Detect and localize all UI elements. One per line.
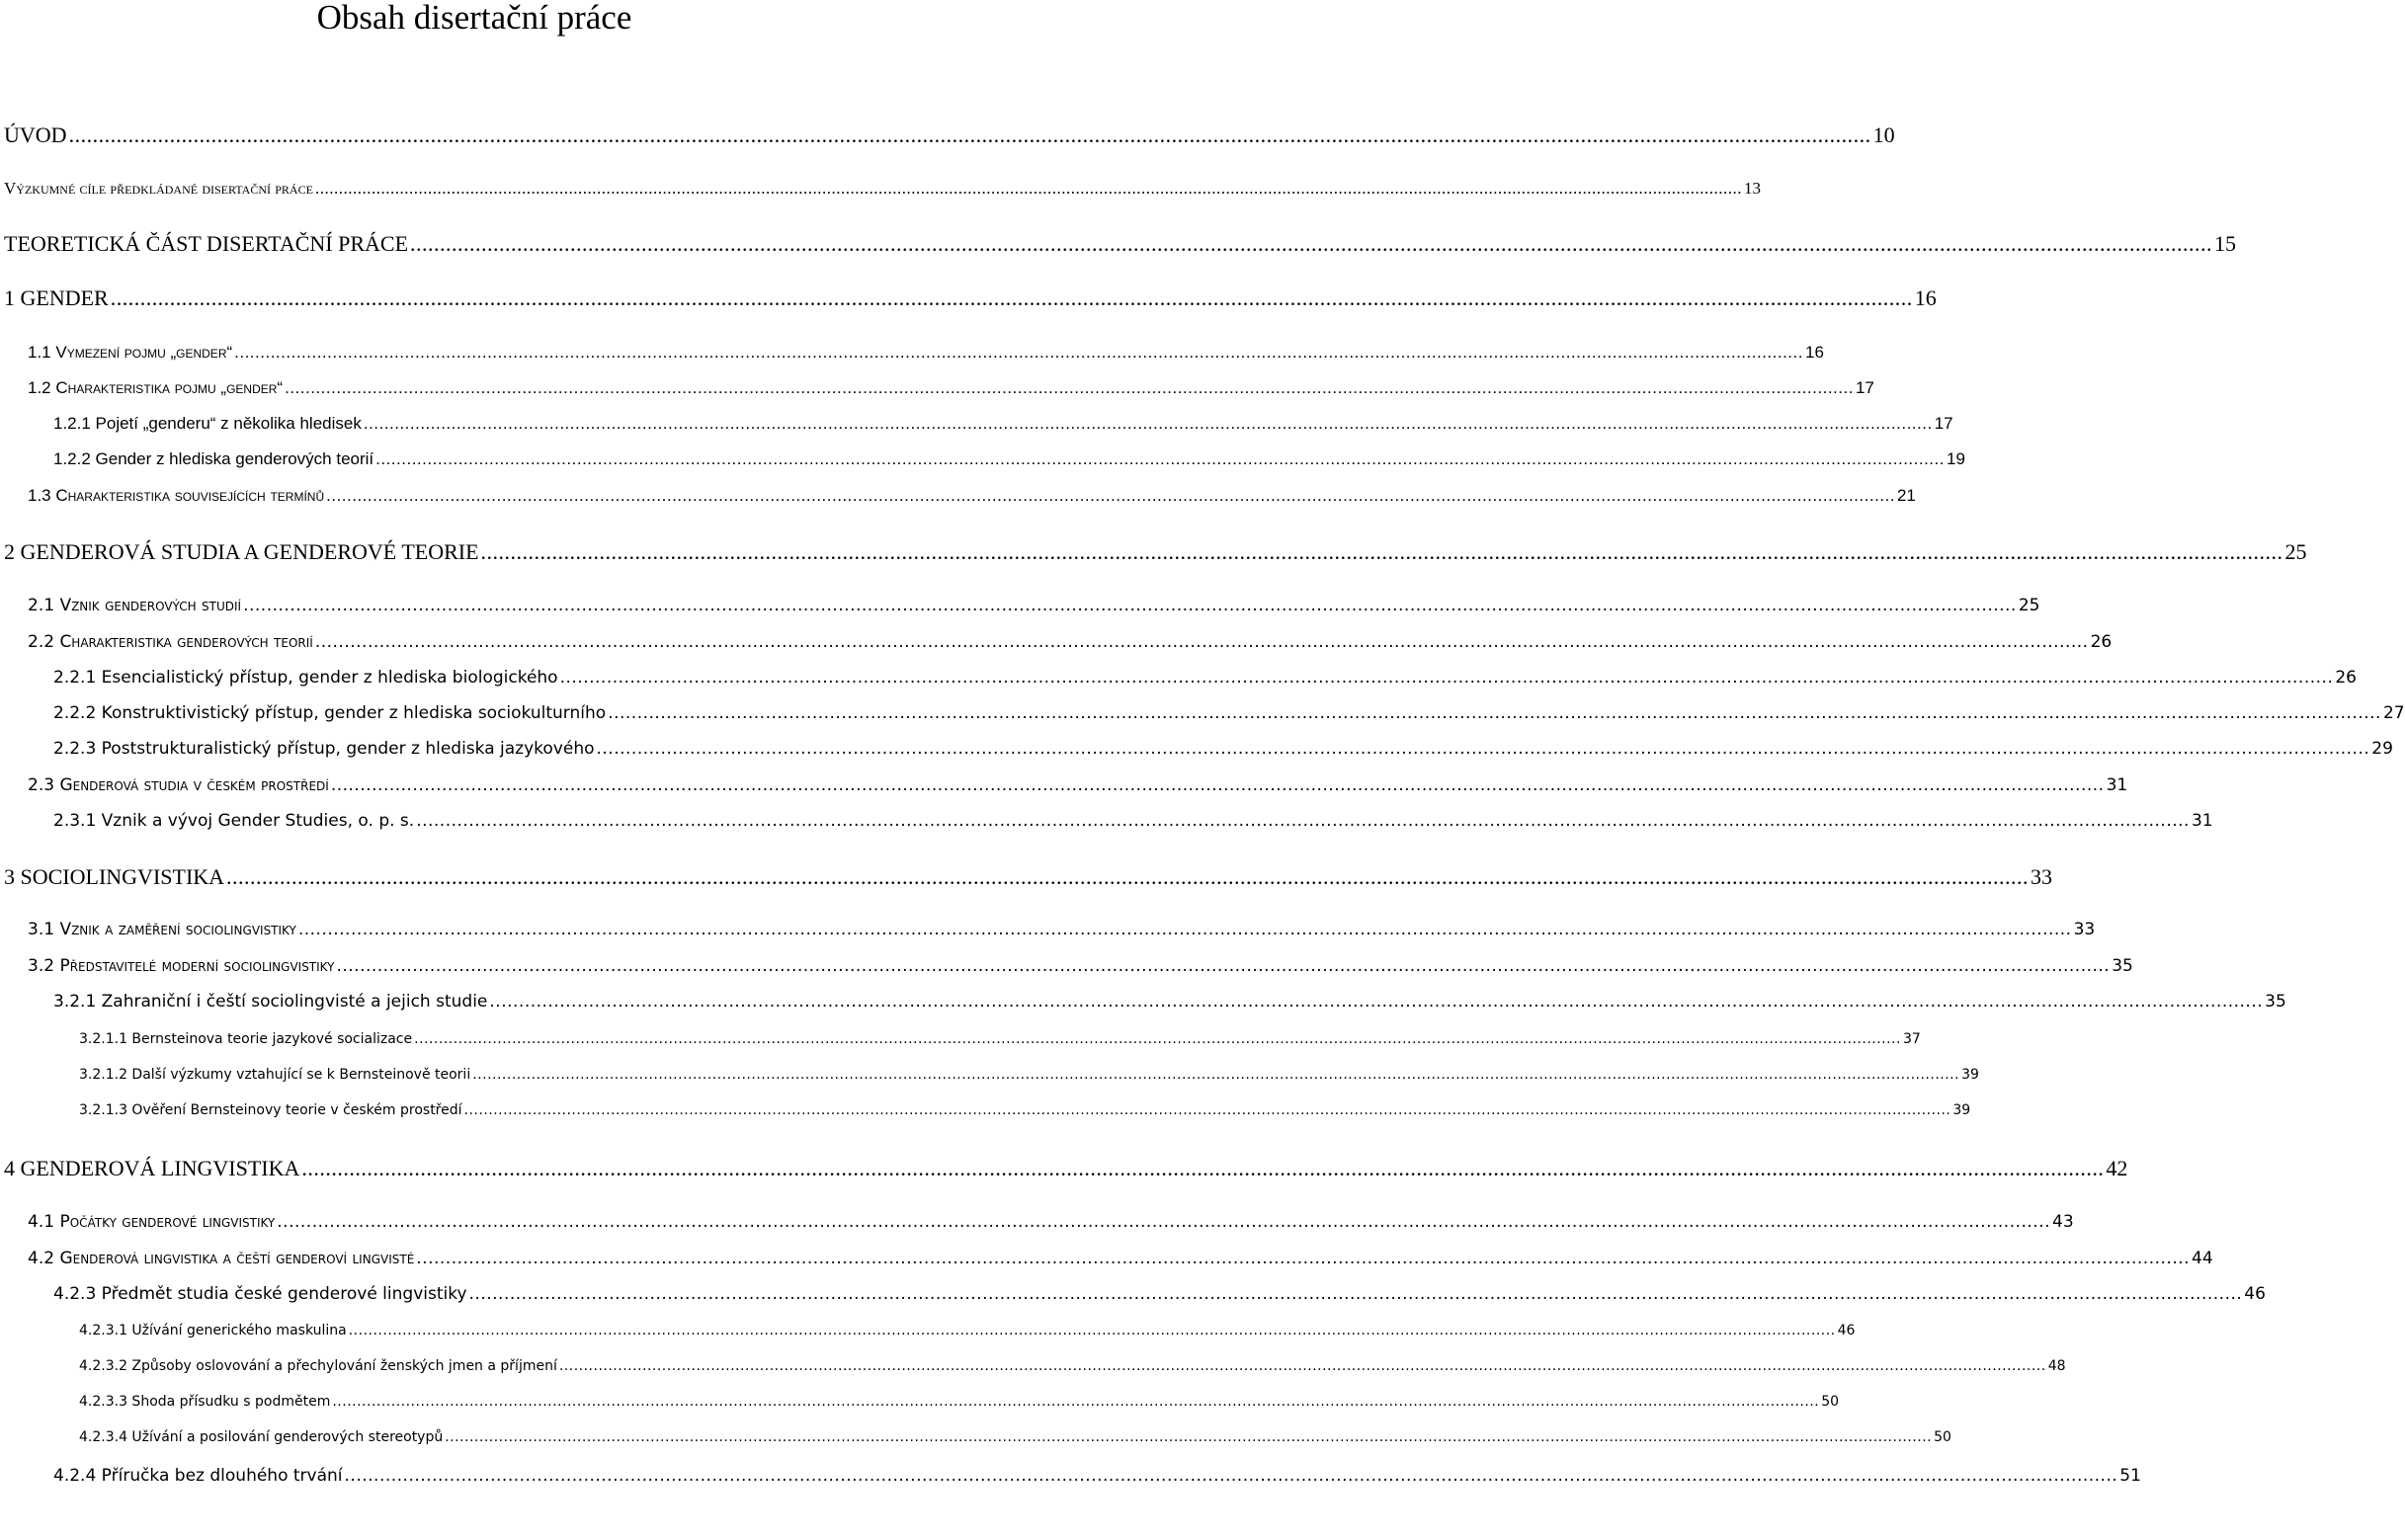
toc-leader: ................................................................................................................................................................................................................................................................................................................ [330, 775, 2105, 795]
toc-leader: ................................................................................................................................................................................................................................................................................................................ [472, 1067, 1960, 1083]
toc-entry-page: 19 [1946, 449, 1965, 468]
toc-entry-page: 39 [1961, 1067, 1979, 1083]
toc-entry-page: 50 [1934, 1429, 1951, 1445]
toc-entry-uvod[interactable] [4, 122, 1895, 148]
toc-entry-label: 3.2.1.1 Bernsteinova teorie jazykové socializace [79, 1031, 413, 1047]
toc-entry-label: 3 SOCIOLINGVISTIKA [4, 864, 225, 889]
toc-entry-label: 1.1 Vymezení pojmu „gender“ [28, 343, 233, 362]
toc-entry-label: 3.2.1 Zahraniční i čeští sociolingvisté a jejich studie [53, 992, 488, 1012]
toc-entry-label: 2 GENDEROVÁ STUDIA A GENDEROVÉ TEORIE [4, 539, 479, 564]
toc-leader: ................................................................................................................................................................................................................................................................................................................ [68, 122, 1871, 147]
toc-leader: ................................................................................................................................................................................................................................................................................................................ [489, 992, 2264, 1012]
toc-entry-page: 17 [1855, 378, 1874, 397]
toc-entry-page: 51 [2119, 1466, 2141, 1486]
toc-entry-label: ÚVOD [4, 122, 67, 147]
toc-leader: ................................................................................................................................................................................................................................................................................................................ [332, 1394, 1820, 1410]
toc-leader: ................................................................................................................................................................................................................................................................................................................ [416, 811, 2190, 831]
toc-leader: ................................................................................................................................................................................................................................................................................................................ [226, 864, 2030, 889]
toc-entry-1-1[interactable] [28, 343, 1824, 363]
toc-entry-3-2-1[interactable] [53, 992, 2286, 1012]
toc-entry-page: 17 [1934, 414, 1953, 433]
toc-leader: ................................................................................................................................................................................................................................................................................................................ [285, 378, 1854, 397]
toc-leader: ................................................................................................................................................................................................................................................................................................................ [410, 231, 2213, 256]
toc-entry-3-2-1-3[interactable] [79, 1102, 1971, 1118]
toc-entry-3[interactable] [4, 864, 2053, 890]
toc-entry-page: 42 [2106, 1156, 2128, 1180]
toc-entry-1-3[interactable] [28, 486, 1916, 506]
toc-entry-label: 2.2.2 Konstruktivistický přístup, gender z hlediska sociokulturního [53, 703, 607, 723]
toc-entry-page: 10 [1872, 122, 1895, 147]
toc-leader: ................................................................................................................................................................................................................................................................................................................ [110, 285, 1913, 310]
toc-entry-label: 3.1 Vznik a zaměření sociolingvistiky [28, 920, 296, 939]
toc-leader: ................................................................................................................................................................................................................................................................................................................ [243, 596, 2017, 615]
toc-entry-teoreticka-cast[interactable] [4, 231, 2237, 257]
page-title: Obsah disertační práce [316, 0, 632, 37]
toc-entry-2-2-2[interactable] [53, 703, 2405, 723]
toc-entry-label: 1 GENDER [4, 285, 109, 310]
toc-entry-gender[interactable] [4, 285, 1937, 311]
toc-entry-2[interactable] [4, 539, 2307, 565]
toc-entry-label: 4.2.3.3 Shoda přísudku s podmětem [79, 1394, 331, 1410]
toc-entry-page: 39 [1952, 1102, 1971, 1118]
toc-leader: ................................................................................................................................................................................................................................................................................................................ [363, 414, 1933, 433]
toc-entry-label: 4.2.3 Předmět studia české genderové lingvistiky [53, 1284, 467, 1304]
toc-entry-1-2[interactable] [28, 378, 1874, 398]
toc-leader: ................................................................................................................................................................................................................................................................................................................ [480, 539, 2283, 564]
toc-entry-label: 4.1 Počátky genderové lingvistiky [28, 1212, 276, 1232]
toc-entry-label: Výzkumné cíle předkládané disertační práce [4, 179, 313, 198]
toc-entry-label: 2.2.3 Poststrukturalistický přístup, gender z hlediska jazykového [53, 739, 595, 759]
toc-entry-page: 33 [2073, 920, 2096, 939]
toc-entry-page: 27 [2382, 703, 2405, 723]
toc-entry-label: 1.3 Charakteristika souvisejících termínů [28, 486, 325, 505]
toc-entry-page: 25 [2018, 596, 2040, 615]
toc-entry-page: 16 [1804, 343, 1824, 362]
toc-entry-label: 4.2.3.4 Užívání a posilování genderových stereotypů [79, 1429, 444, 1445]
toc-entry-page: 48 [2047, 1358, 2066, 1374]
toc-leader: ................................................................................................................................................................................................................................................................................................................ [234, 343, 1803, 362]
toc-entry-page: 35 [2265, 992, 2286, 1012]
toc-entry-page: 25 [2284, 539, 2307, 564]
toc-entry-2-3[interactable] [28, 775, 2128, 795]
toc-leader: ................................................................................................................................................................................................................................................................................................................ [559, 668, 2334, 688]
toc-entry-label: 4.2 Genderová lingvistika a čeští genderoví lingvisté [28, 1249, 415, 1268]
toc-entry-page: 43 [2052, 1212, 2074, 1232]
toc-entry-page: 44 [2192, 1249, 2213, 1268]
toc-entry-page: 16 [1914, 285, 1937, 310]
toc-entry-3-1[interactable] [28, 920, 2096, 939]
toc-leader: ................................................................................................................................................................................................................................................................................................................ [314, 632, 2089, 652]
toc-entry-page: 29 [2371, 739, 2393, 759]
toc-entry-2-2-3[interactable] [53, 739, 2393, 759]
toc-entry-label: 3.2 Představitelé moderní sociolingvistiky [28, 956, 335, 976]
toc-entry-4-2-3[interactable] [53, 1284, 2266, 1304]
toc-entry-label: 2.2 Charakteristika genderových teorií [28, 632, 313, 652]
toc-leader: ................................................................................................................................................................................................................................................................................................................ [463, 1102, 1951, 1118]
toc-entry-label: 2.3.1 Vznik a vývoj Gender Studies, o. p. s. [53, 811, 415, 831]
toc-leader: ................................................................................................................................................................................................................................................................................................................ [336, 956, 2111, 976]
toc-entry-3-2-1-2[interactable] [79, 1067, 1979, 1083]
toc-leader: ................................................................................................................................................................................................................................................................................................................ [326, 486, 1895, 505]
toc-entry-4[interactable] [4, 1156, 2128, 1181]
toc-entry-label: 1.2 Charakteristika pojmu „gender“ [28, 378, 284, 397]
toc-entry-1-2-2[interactable] [53, 449, 1965, 469]
toc-entry-3-2[interactable] [28, 956, 2133, 976]
toc-entry-label: 4.2.3.2 Způsoby oslovování a přechylování ženských jmen a příjmení [79, 1358, 557, 1374]
toc-entry-4-2-4[interactable] [53, 1466, 2141, 1486]
toc-entry-vyzkumne-cile[interactable] [4, 179, 1761, 199]
toc-leader: ................................................................................................................................................................................................................................................................................................................ [468, 1284, 2243, 1304]
toc-leader: ................................................................................................................................................................................................................................................................................................................ [344, 1466, 2118, 1486]
toc-leader: ................................................................................................................................................................................................................................................................................................................ [608, 703, 2381, 723]
toc-entry-page: 15 [2214, 231, 2237, 256]
toc-entry-page: 33 [2031, 864, 2053, 889]
toc-entry-4-2-3-1[interactable] [79, 1323, 1856, 1338]
toc-entry-4-2-3-4[interactable] [79, 1429, 1951, 1445]
toc-leader: ................................................................................................................................................................................................................................................................................................................ [416, 1249, 2191, 1268]
toc-entry-page: 13 [1743, 179, 1761, 198]
toc-entry-label: 2.2.1 Esencialistický přístup, gender z hlediska biologického [53, 668, 558, 688]
toc-entry-page: 37 [1902, 1031, 1921, 1047]
toc-entry-label: 4.2.3.1 Užívání generického maskulina [79, 1323, 347, 1338]
toc-entry-page: 31 [2191, 811, 2213, 831]
toc-entry-page: 31 [2106, 775, 2128, 795]
toc-leader: ................................................................................................................................................................................................................................................................................................................ [314, 179, 1742, 198]
toc-leader: ................................................................................................................................................................................................................................................................................................................ [301, 1156, 2105, 1180]
toc-entry-label: TEORETICKÁ ČÁST DISERTAČNÍ PRÁCE [4, 231, 409, 256]
toc-entry-page: 26 [2335, 668, 2357, 688]
toc-leader: ................................................................................................................................................................................................................................................................................................................ [596, 739, 2370, 759]
toc-entry-1-2-1[interactable] [53, 414, 1953, 434]
toc-entry-4-1[interactable] [28, 1212, 2074, 1232]
toc-entry-page: 35 [2112, 956, 2133, 976]
toc-entry-label: 4.2.4 Příručka bez dlouhého trvání [53, 1466, 343, 1486]
toc-entry-page: 21 [1896, 486, 1916, 505]
toc-entry-label: 2.1 Vznik genderových studií [28, 596, 242, 615]
toc-entry-label: 1.2.2 Gender z hlediska genderových teorií [53, 449, 374, 468]
toc-entry-4-2-3-2[interactable] [79, 1358, 2066, 1374]
toc-entry-page: 26 [2090, 632, 2113, 652]
toc-entry-3-2-1-1[interactable] [79, 1031, 1921, 1047]
toc-leader: ................................................................................................................................................................................................................................................................................................................ [375, 449, 1945, 468]
toc-entry-2-3-1[interactable] [53, 811, 2213, 831]
toc-entry-label: 2.3 Genderová studia v českém prostředí [28, 775, 329, 795]
toc-entry-2-2-1[interactable] [53, 668, 2357, 688]
toc-entry-page: 50 [1821, 1394, 1840, 1410]
toc-leader: ................................................................................................................................................................................................................................................................................................................ [558, 1358, 2046, 1374]
toc-entry-2-1[interactable] [28, 596, 2040, 615]
toc-leader: ................................................................................................................................................................................................................................................................................................................ [297, 920, 2072, 939]
toc-entry-2-2[interactable] [28, 632, 2113, 652]
toc-leader: ................................................................................................................................................................................................................................................................................................................ [348, 1323, 1836, 1338]
toc-entry-label: 3.2.1.2 Další výzkumy vztahující se k Bernsteinově teorii [79, 1067, 471, 1083]
toc-entry-label: 3.2.1.3 Ověření Bernsteinovy teorie v českém prostředí [79, 1102, 462, 1118]
toc-entry-label: 1.2.1 Pojetí „genderu“ z několika hledisek [53, 414, 362, 433]
toc-entry-page: 46 [1837, 1323, 1856, 1338]
toc-entry-label: 4 GENDEROVÁ LINGVISTIKA [4, 1156, 300, 1180]
toc-leader: ................................................................................................................................................................................................................................................................................................................ [277, 1212, 2051, 1232]
toc-entry-page: 46 [2244, 1284, 2266, 1304]
toc-leader: ................................................................................................................................................................................................................................................................................................................ [414, 1031, 1901, 1047]
toc-entry-4-2[interactable] [28, 1249, 2213, 1268]
toc-leader: ................................................................................................................................................................................................................................................................................................................ [445, 1429, 1933, 1445]
toc-entry-4-2-3-3[interactable] [79, 1394, 1840, 1410]
